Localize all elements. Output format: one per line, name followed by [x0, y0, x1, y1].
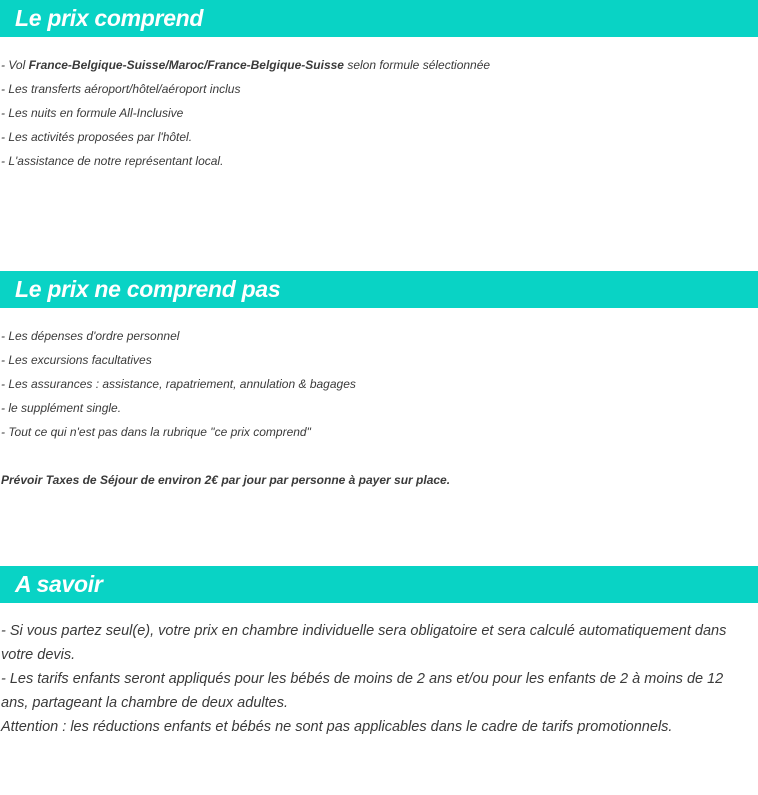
section-title-savoir: A savoir: [15, 571, 103, 597]
included-item-vol: [1, 53, 490, 77]
excluded-list: [1, 324, 356, 444]
included-item-transferts: - Les transferts aéroport/hôtel/aéroport inclus: [1, 82, 241, 96]
section-title-ne-comprend: Le prix ne comprend pas: [15, 276, 281, 302]
section-header-savoir: [0, 566, 758, 603]
taxes-note: Prévoir Taxes de Séjour de environ 2€ par jour par personne à payer sur place.: [1, 473, 451, 487]
savoir-paragraph-seul: - Si vous partez seul(e), votre prix en chambre individuelle sera obligatoire et sera calculé automatiquement dans votre devis.: [1, 623, 727, 663]
included-item-activites: - Les activités proposées par l'hôtel.: [1, 130, 193, 144]
section-title-comprend: Le prix comprend: [15, 5, 204, 31]
savoir-paragraph-tarifs-enfants: - Les tarifs enfants seront appliqués pour les bébés de moins de 2 ans et/ou pour les enfants de 2 à moins de 12 ans, partageant la chambre de deux adultes.: [1, 671, 724, 711]
excluded-item-tout: - Tout ce qui n'est pas dans la rubrique "ce prix comprend": [1, 425, 311, 439]
excluded-item-depenses: - Les dépenses d'ordre personnel: [1, 329, 180, 343]
section-header-comprend: [0, 0, 758, 37]
included-list: [1, 53, 490, 173]
excluded-item-excursions: - Les excursions facultatives: [1, 353, 152, 367]
included-item-assistance: - L'assistance de notre représentant local.: [1, 154, 224, 168]
excluded-item-assurances: - Les assurances : assistance, rapatriement, annulation & bagages: [1, 377, 356, 391]
savoir-paragraph-attention: Attention : les réductions enfants et bébés ne sont pas applicables dans le cadre de tarifs promotionnels.: [1, 719, 673, 735]
included-item-vol-route: France-Belgique-Suisse/Maroc/France-Belgique-Suisse: [28, 58, 344, 72]
included-item-vol-suffix: selon formule sélectionnée: [343, 58, 491, 72]
savoir-body: [1, 619, 753, 739]
excluded-item-supplement: - le supplément single.: [1, 401, 122, 415]
section-header-ne-comprend: [0, 271, 758, 308]
included-item-nuits: - Les nuits en formule All-Inclusive: [1, 106, 184, 120]
included-item-vol-prefix: - Vol: [1, 58, 29, 72]
